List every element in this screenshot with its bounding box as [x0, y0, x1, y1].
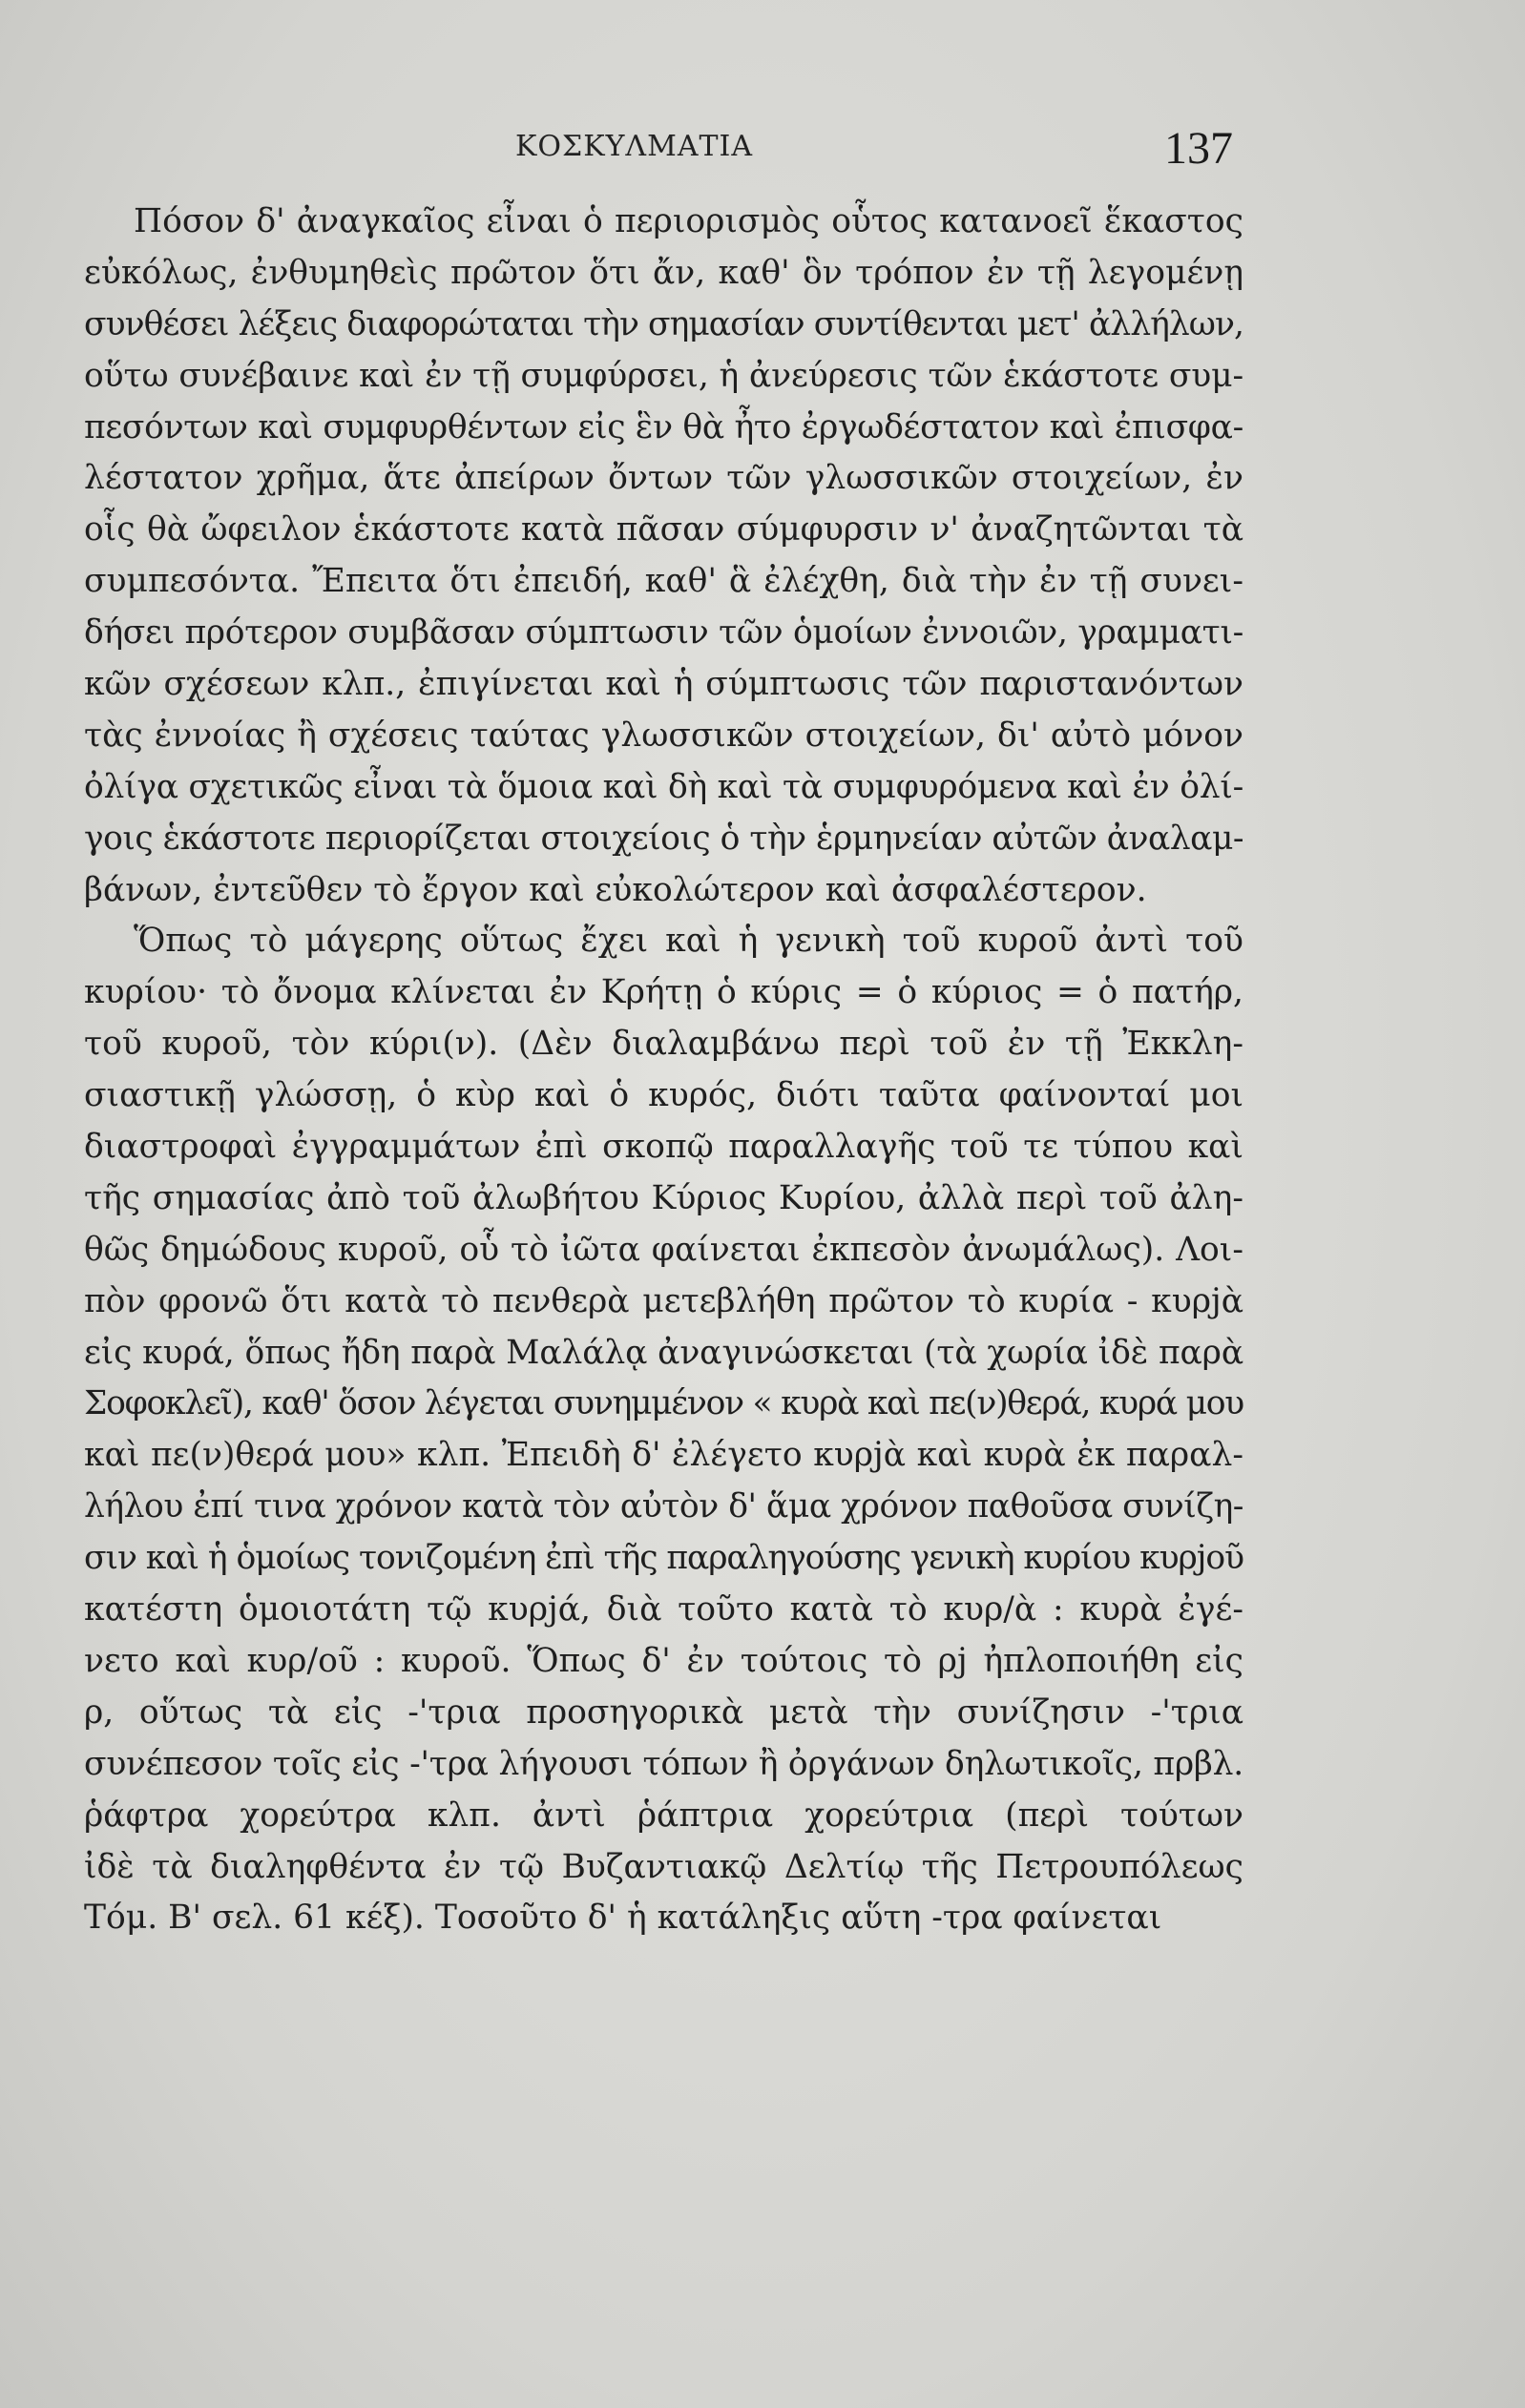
text-line: οὕτω συνέβαινε καὶ ἐν τῇ συμφύρσει, ἡ ἀνεύρεσις τῶν ἑκάστοτε συμ-	[84, 356, 1243, 395]
text-line: καὶ πε(ν)θερά μου» κλπ. Ἐπειδὴ δ' ἐλέγετο κυρjὰ καὶ κυρὰ ἐκ παραλ-	[84, 1436, 1243, 1475]
text-line: τῆς σημασίας ἀπὸ τοῦ ἀλωβήτου Κύριος Κυρίου, ἀλλὰ περὶ τοῦ ἀλη-	[84, 1178, 1243, 1217]
text-line: εὐκόλως, ἐνθυμηθεὶς πρῶτον ὅτι ἄν, καθ' ὃν τρόπον ἐν τῇ λεγομένῃ	[84, 253, 1243, 292]
text-line: θῶς δημώδους κυροῦ, οὗ τὸ ἰῶτα φαίνεται ἐκπεσὸν ἀνωμάλως). Λοι-	[84, 1230, 1243, 1269]
text-line: ἰδὲ τὰ διαληφθέντα ἐν τῷ Βυζαντιακῷ Δελτίῳ τῆς Πετρουπόλεως	[84, 1847, 1243, 1886]
text-line: συνέπεσον τοῖς εἰς -'τρα λήγουσι τόπων ἢ ὀργάνων δηλωτικοῖς, πρβλ.	[84, 1744, 1243, 1783]
text-line: νετο καὶ κυρ/οῦ : κυροῦ. Ὅπως δ' ἐν τούτοις τὸ ρj ἠπλοποιήθη εἰς	[84, 1641, 1243, 1680]
text-line: Ὅπως τὸ μάγερης οὕτως ἔχει καὶ ἡ γενικὴ τοῦ κυροῦ ἀντὶ τοῦ	[134, 922, 1243, 961]
text-line: κῶν σχέσεων κλπ., ἐπιγίνεται καὶ ἡ σύμπτωσις τῶν παριστανόντων	[84, 665, 1243, 704]
text-line: λήλου ἐπί τινα χρόνον κατὰ τὸν αὐτὸν δ' ἅμα χρόνον παθοῦσα συνίζη-	[84, 1487, 1243, 1526]
text-line: ὀλίγα σχετικῶς εἶναι τὰ ὅμοια καὶ δὴ καὶ τὰ συμφυρόμενα καὶ ἐν ὀλί-	[84, 767, 1243, 806]
text-line: εἰς κυρά, ὅπως ἤδη παρὰ Μαλάλᾳ ἀναγινώσκεται (τὰ χωρία ἰδὲ παρὰ	[84, 1333, 1243, 1372]
body-text	[84, 197, 1243, 1944]
text-line: δήσει πρότερον συμβᾶσαν σύμπτωσιν τῶν ὁμοίων ἐννοιῶν, γραμματι-	[84, 613, 1243, 653]
text-line: Τόμ. Β' σελ. 61 κέξ). Τοσοῦτο δ' ἡ κατάληξις αὕτη -τρα φαίνεται	[84, 1899, 1162, 1938]
text-line: σιαστικῇ γλώσσῃ, ὁ κὺρ καὶ ὁ κυρός, διότι ταῦτα φαίνονταί μοι	[84, 1076, 1243, 1115]
text-line: Σοφοκλεῖ), καθ' ὅσον λέγεται συνημμένον « κυρὰ καὶ πε(ν)θερά, κυρά μου	[84, 1384, 1243, 1423]
text-line: βάνων, ἐντεῦθεν τὸ ἔργον καὶ εὐκολώτερον καὶ ἀσφαλέστερον.	[84, 870, 1147, 909]
text-line: γοις ἑκάστοτε περιορίζεται στοιχείοις ὁ τὴν ἑρμηνείαν αὐτῶν ἀναλαμ-	[84, 819, 1243, 858]
text-line: σιν καὶ ἡ ὁμοίως τονιζομένη ἐπὶ τῆς παραληγούσης γενικὴ κυρίου κυρjοῦ	[84, 1539, 1243, 1578]
page-number: 137	[1164, 123, 1233, 174]
text-line: τὰς ἐννοίας ἢ σχέσεις ταύτας γλωσσικῶν στοιχείων, δι' αὐτὸ μόνον	[84, 716, 1243, 755]
text-line: κατέστη ὁμοιοτάτη τῷ κυρjά, διὰ τοῦτο κατὰ τὸ κυρ/ὰ : κυρὰ ἐγέ-	[84, 1590, 1243, 1630]
text-line: πεσόντων καὶ συμφυρθέντων εἰς ἓν θὰ ἦτο ἐργωδέστατον καὶ ἐπισφα-	[84, 407, 1243, 446]
text-line: πὸν φρονῶ ὅτι κατὰ τὸ πενθερὰ μετεβλήθη πρῶτον τὸ κυρία - κυρjὰ	[84, 1281, 1243, 1320]
text-line: οἷς θὰ ὤφειλον ἑκάστοτε κατὰ πᾶσαν σύμφυρσιν ν' ἀναζητῶνται τὰ	[84, 510, 1243, 550]
text-line: Πόσον δ' ἀναγκαῖος εἶναι ὁ περιορισμὸς οὗτος κατανοεῖ ἕκαστος	[134, 202, 1243, 240]
text-line: τοῦ κυροῦ, τὸν κύρι(ν). (Δὲν διαλαμβάνω περὶ τοῦ ἐν τῇ Ἐκκλη-	[84, 1025, 1243, 1064]
page-header	[0, 122, 1525, 179]
text-line: ῥάφτρα χορεύτρα κλπ. ἀντὶ ῥάπτρια χορεύτρια (περὶ τούτων	[84, 1796, 1243, 1835]
text-line: κυρίου· τὸ ὄνομα κλίνεται ἐν Κρήτῃ ὁ κύρις = ὁ κύριος = ὁ πατήρ,	[84, 973, 1243, 1012]
text-line: συνθέσει λέξεις διαφορώταται τὴν σημασίαν συντίθενται μετ' ἀλλήλων,	[84, 304, 1243, 343]
text-line: ρ, οὕτως τὰ εἰς -'τρια προσηγορικὰ μετὰ τὴν συνίζησιν -'τρια	[84, 1692, 1243, 1732]
text-line: διαστροφαὶ ἐγγραμμάτων ἐπὶ σκοπῷ παραλλαγῆς τοῦ τε τύπου καὶ	[84, 1128, 1243, 1167]
running-head: ΚΟΣΚΥΛΜΑΤΙΑ	[515, 130, 754, 163]
text-line: συμπεσόντα. Ἔπειτα ὅτι ἐπειδή, καθ' ἃ ἐλέχθη, διὰ τὴν ἐν τῇ συνει-	[84, 562, 1243, 601]
text-line: λέστατον χρῆμα, ἅτε ἀπείρων ὄντων τῶν γλωσσικῶν στοιχείων, ἐν	[84, 459, 1243, 498]
